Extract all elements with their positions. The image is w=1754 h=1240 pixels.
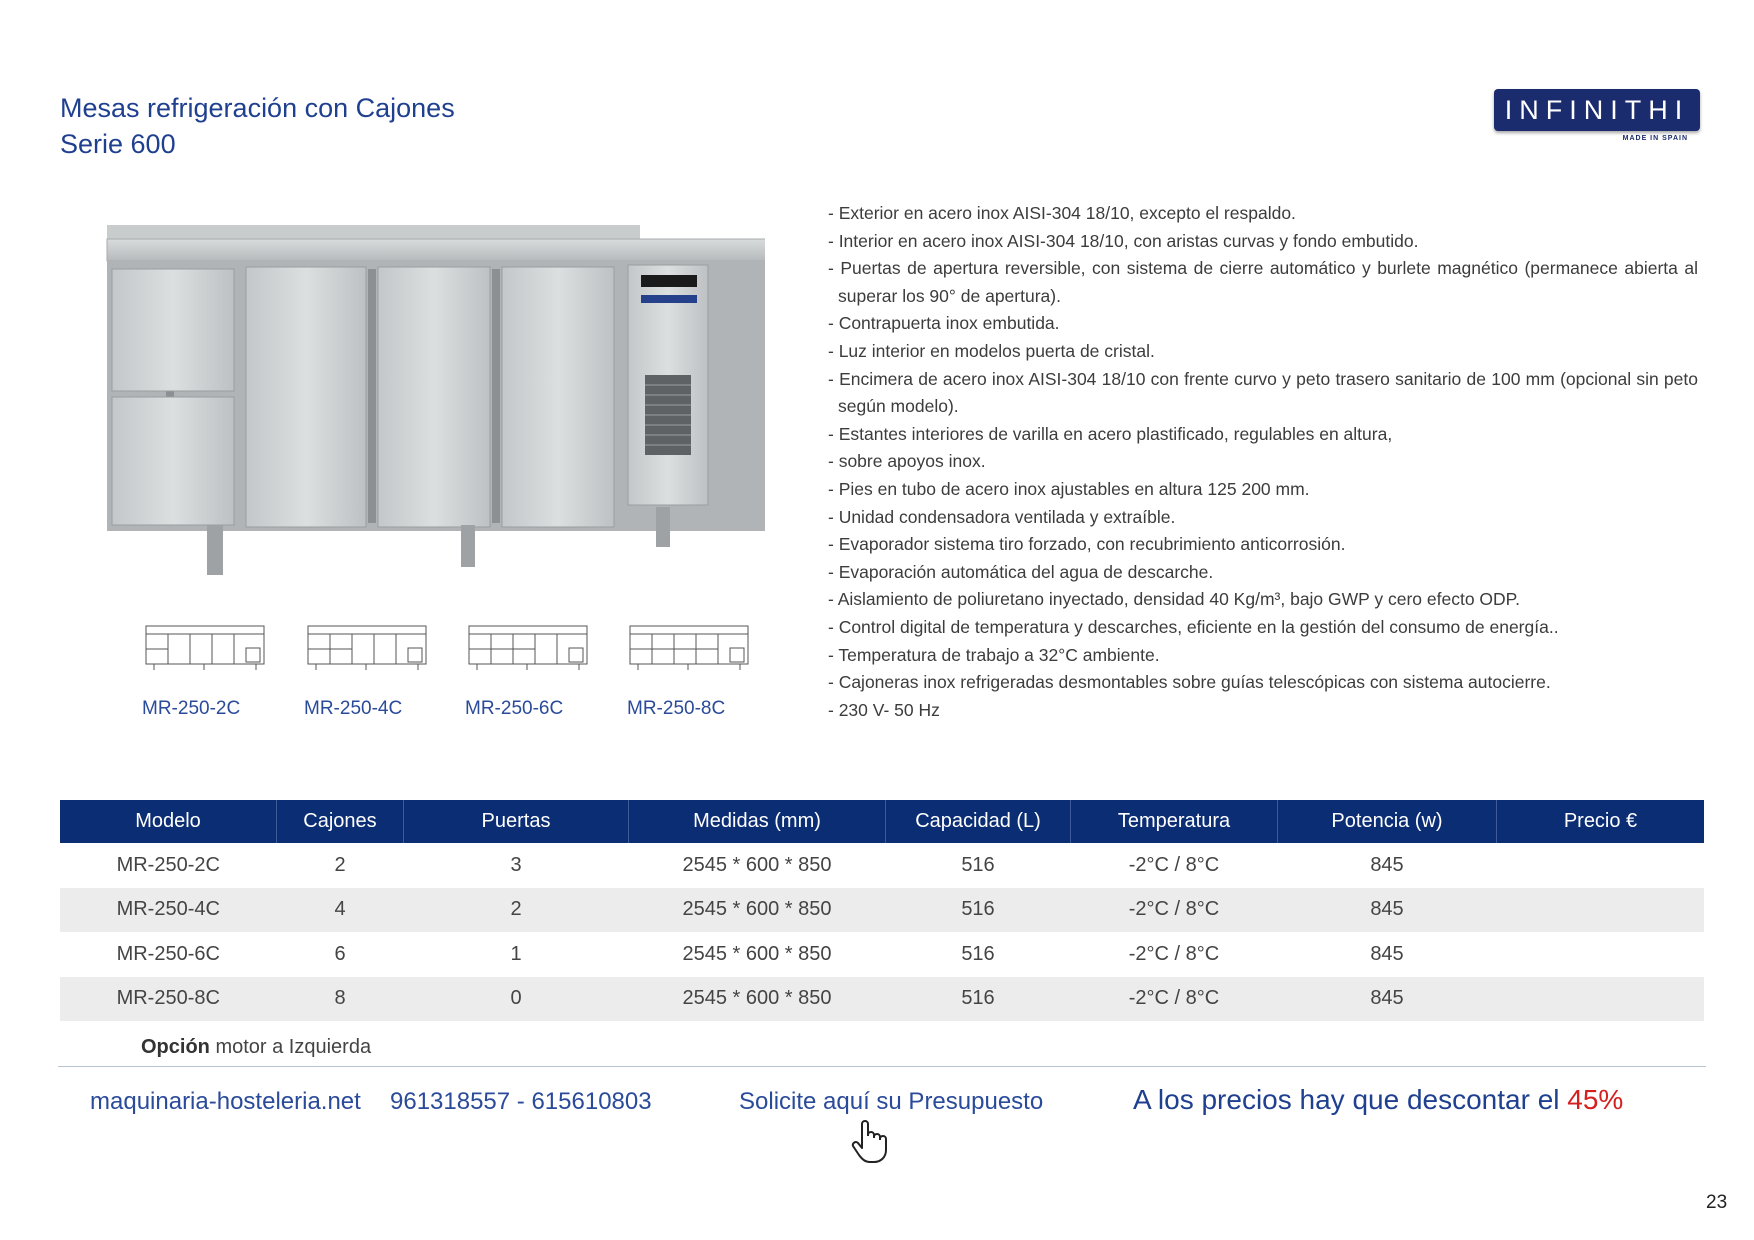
- feature-item: - Unidad condensadora ventilada y extraíble.: [828, 506, 1176, 527]
- table-cell: [1497, 843, 1705, 888]
- discount-note: [1133, 1084, 1623, 1116]
- feature-item: - Control digital de temperatura y descarches, eficiente en la gestión del consumo de energía..: [828, 616, 1559, 637]
- table-cell: 845: [1278, 888, 1497, 933]
- table-cell: 2: [334, 853, 346, 876]
- feature-item: - Evaporador sistema tiro forzado, con recubrimiento anticorrosión.: [828, 534, 1346, 555]
- option-note: [141, 1036, 371, 1059]
- footer-divider: [58, 1066, 1706, 1067]
- table-cell: -2°C / 8°C: [1071, 888, 1278, 933]
- quote-request-link[interactable]: Solicite aquí su Presupuesto: [739, 1088, 1044, 1115]
- column-header: Cajones: [277, 800, 404, 843]
- column-header: Precio €: [1497, 800, 1705, 843]
- feature-item: - Exterior en acero inox AISI-304 18/10, excepto el respaldo.: [828, 203, 1296, 223]
- table-row: [60, 888, 1704, 933]
- column-header: Puertas: [404, 800, 629, 843]
- feature-item: - Cajoneras inox refrigeradas desmontables sobre guías telescópicas con sistema autocierre.: [828, 672, 1551, 693]
- feature-item: - Contrapuerta inox embutida.: [828, 313, 1060, 334]
- feature-item: - Luz interior en modelos puerta de cristal.: [828, 340, 1155, 361]
- table-row: [60, 932, 1704, 977]
- brand-tagline: MADE IN SPAIN: [1622, 135, 1688, 142]
- feature-item: - Encimera de acero inox AISI-304 18/10 con frente curvo y peto trasero sanitario de 100 mm (opcional sin peto según modelo).: [828, 368, 1698, 417]
- table-cell: MR-250-6C: [116, 942, 220, 965]
- model-thumbnail-8c: [628, 624, 752, 672]
- title-line-2: Serie 600: [60, 129, 176, 159]
- table-cell: 516: [886, 977, 1071, 1022]
- model-label: MR-250-8C: [627, 698, 726, 719]
- feature-item: - sobre apoyos inox.: [828, 451, 986, 472]
- table-cell: -2°C / 8°C: [1071, 977, 1278, 1022]
- option-label: Opción: [141, 1036, 210, 1058]
- feature-item: - Temperatura de trabajo a 32°C ambiente.: [828, 644, 1160, 665]
- feature-list: [828, 200, 1698, 724]
- column-header: Medidas (mm): [629, 800, 886, 843]
- table-cell: [1497, 932, 1705, 977]
- table-header-row: [60, 800, 1704, 843]
- feature-item: - Puertas de apertura reversible, con sistema de cierre automático y burlete magnético (permanece abierta al superar los 90° de apertura).: [828, 258, 1698, 306]
- table-cell: MR-250-4C: [60, 888, 277, 933]
- title-line-1: Mesas refrigeración con Cajones: [60, 93, 455, 123]
- table-cell: 2545 * 600 * 850: [682, 942, 832, 965]
- specs-table: [60, 800, 1704, 1021]
- model-label: MR-250-6C: [465, 698, 564, 719]
- phone-numbers: 961318557 - 615610803: [390, 1088, 652, 1115]
- model-thumbnail-4c: [306, 624, 430, 672]
- model-thumbnail-6c: [467, 624, 591, 672]
- website-link[interactable]: maquinaria-hosteleria.net: [90, 1088, 361, 1115]
- table-cell: 2545 * 600 * 850: [682, 853, 832, 876]
- page-number: 23: [1706, 1192, 1728, 1213]
- feature-item: - Evaporación automática del agua de descarche.: [828, 561, 1214, 582]
- feature-item: - Pies en tubo de acero inox ajustables en altura 125 200 mm.: [828, 478, 1310, 499]
- table-cell: 516: [961, 942, 995, 965]
- table-cell: 1: [510, 942, 522, 965]
- column-header: Potencia (w): [1278, 800, 1497, 843]
- table-cell: 6: [334, 942, 346, 965]
- feature-item: - Estantes interiores de varilla en acero plastificado, regulables en altura,: [828, 423, 1393, 444]
- model-thumbnail-2c: [144, 624, 268, 672]
- option-text: motor a Izquierda: [209, 1036, 372, 1058]
- column-header: Modelo: [60, 800, 277, 843]
- table-cell: [1497, 888, 1705, 933]
- table-cell: 845: [1370, 853, 1404, 876]
- model-label: MR-250-2C: [142, 698, 241, 719]
- product-photo: [100, 225, 765, 585]
- table-cell: 4: [277, 888, 404, 933]
- feature-item: - Interior en acero inox AISI-304 18/10, con aristas curvas y fondo embutido.: [828, 230, 1419, 251]
- table-cell: 3: [510, 853, 522, 876]
- table-cell: 2545 * 600 * 850: [629, 977, 886, 1022]
- discount-percentage: 45%: [1567, 1084, 1624, 1115]
- table-cell: -2°C / 8°C: [1128, 942, 1220, 965]
- table-cell: MR-250-2C: [116, 853, 220, 876]
- page-title: [60, 90, 455, 162]
- column-header: Temperatura: [1071, 800, 1278, 843]
- hand-pointer-icon[interactable]: [850, 1118, 888, 1164]
- brand-logo: INFINITHI: [1494, 89, 1700, 131]
- feature-item: - Aislamiento de poliuretano inyectado, densidad 40 Kg/m³, bajo GWP y cero efecto ODP.: [828, 589, 1520, 610]
- table-cell: 845: [1370, 942, 1404, 965]
- table-cell: 0: [404, 977, 629, 1022]
- table-row: [60, 843, 1704, 888]
- table-cell: 516: [886, 888, 1071, 933]
- table-cell: [1497, 977, 1705, 1022]
- feature-item: - 230 V- 50 Hz: [828, 699, 940, 720]
- table-cell: 845: [1278, 977, 1497, 1022]
- table-row: [60, 977, 1704, 1022]
- discount-text: A los precios hay que descontar el: [1133, 1084, 1568, 1115]
- table-cell: 516: [961, 853, 995, 876]
- table-cell: -2°C / 8°C: [1128, 853, 1220, 876]
- table-cell: 2: [404, 888, 629, 933]
- table-cell: MR-250-8C: [60, 977, 277, 1022]
- column-header: Capacidad (L): [886, 800, 1071, 843]
- table-cell: 2545 * 600 * 850: [629, 888, 886, 933]
- model-label: MR-250-4C: [304, 698, 403, 719]
- table-cell: 8: [277, 977, 404, 1022]
